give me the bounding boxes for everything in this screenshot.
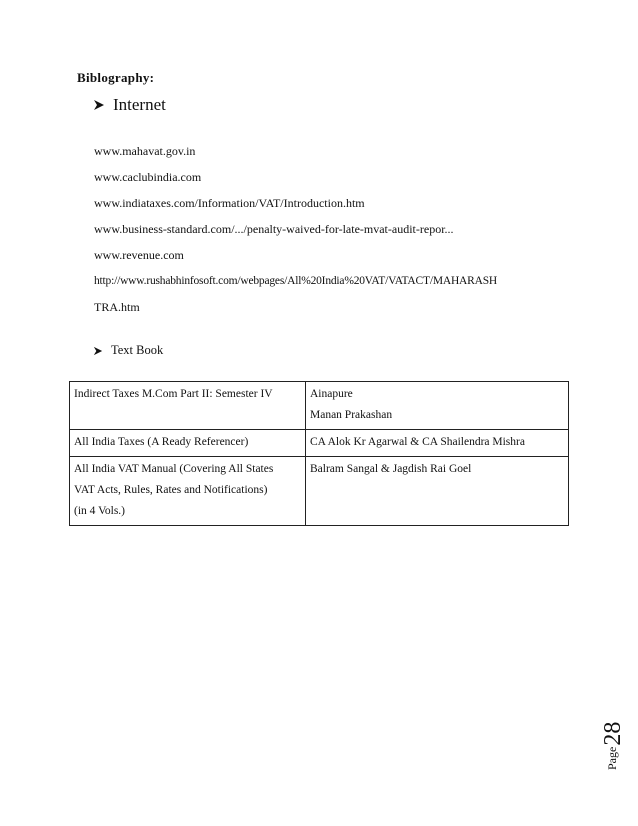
book-title-cell — [70, 457, 306, 526]
page-number: 28 — [600, 721, 626, 746]
link-item[interactable]: www.revenue.com — [94, 248, 184, 262]
book-title-line: (in 4 Vols.) — [74, 505, 126, 517]
book-title-line: Indirect Taxes M.Com Part II: Semester IV — [74, 388, 273, 400]
bibliography-heading: Biblography: — [77, 70, 155, 85]
textbook-label: Text Book — [111, 343, 164, 357]
link-item[interactable]: www.mahavat.gov.in — [94, 144, 196, 158]
page-number-marker — [585, 690, 625, 770]
book-publisher-line: Manan Prakashan — [310, 409, 393, 421]
internet-section-title — [93, 95, 166, 115]
arrow-bullet-icon — [93, 99, 105, 111]
internet-label: Internet — [113, 95, 166, 114]
book-author-line: Ainapure — [310, 388, 353, 400]
textbook-section-title — [93, 343, 163, 358]
book-author-cell — [306, 430, 569, 457]
link-item[interactable]: http://www.rushabhinfosoft.com/webpages/All%20India%20VAT/VATACT/MAHARASH — [94, 275, 498, 287]
book-title-line: All India Taxes (A Ready Referencer) — [74, 436, 249, 448]
link-item-continuation[interactable]: TRA.htm — [94, 300, 140, 314]
link-item[interactable]: www.indiataxes.com/Information/VAT/Introduction.htm — [94, 196, 365, 210]
link-list — [94, 142, 574, 324]
arrow-bullet-icon — [93, 346, 103, 356]
book-author-line: CA Alok Kr Agarwal & CA Shailendra Mishra — [310, 436, 525, 448]
book-title-line: VAT Acts, Rules, Rates and Notifications) — [74, 484, 268, 496]
table-row — [70, 457, 569, 526]
link-item[interactable]: www.business-standard.com/.../penalty-waived-for-late-mvat-audit-repor... — [94, 222, 454, 236]
table-row — [70, 382, 569, 430]
link-item[interactable]: www.caclubindia.com — [94, 170, 202, 184]
book-title-cell — [70, 382, 306, 430]
book-author-cell — [306, 382, 569, 430]
book-author-cell — [306, 457, 569, 526]
page-word: Page — [605, 746, 619, 770]
table-row — [70, 430, 569, 457]
textbook-table — [69, 381, 569, 526]
book-title-cell — [70, 430, 306, 457]
book-author-line: Balram Sangal & Jagdish Rai Goel — [310, 463, 472, 475]
book-title-line: All India VAT Manual (Covering All States — [74, 463, 274, 475]
